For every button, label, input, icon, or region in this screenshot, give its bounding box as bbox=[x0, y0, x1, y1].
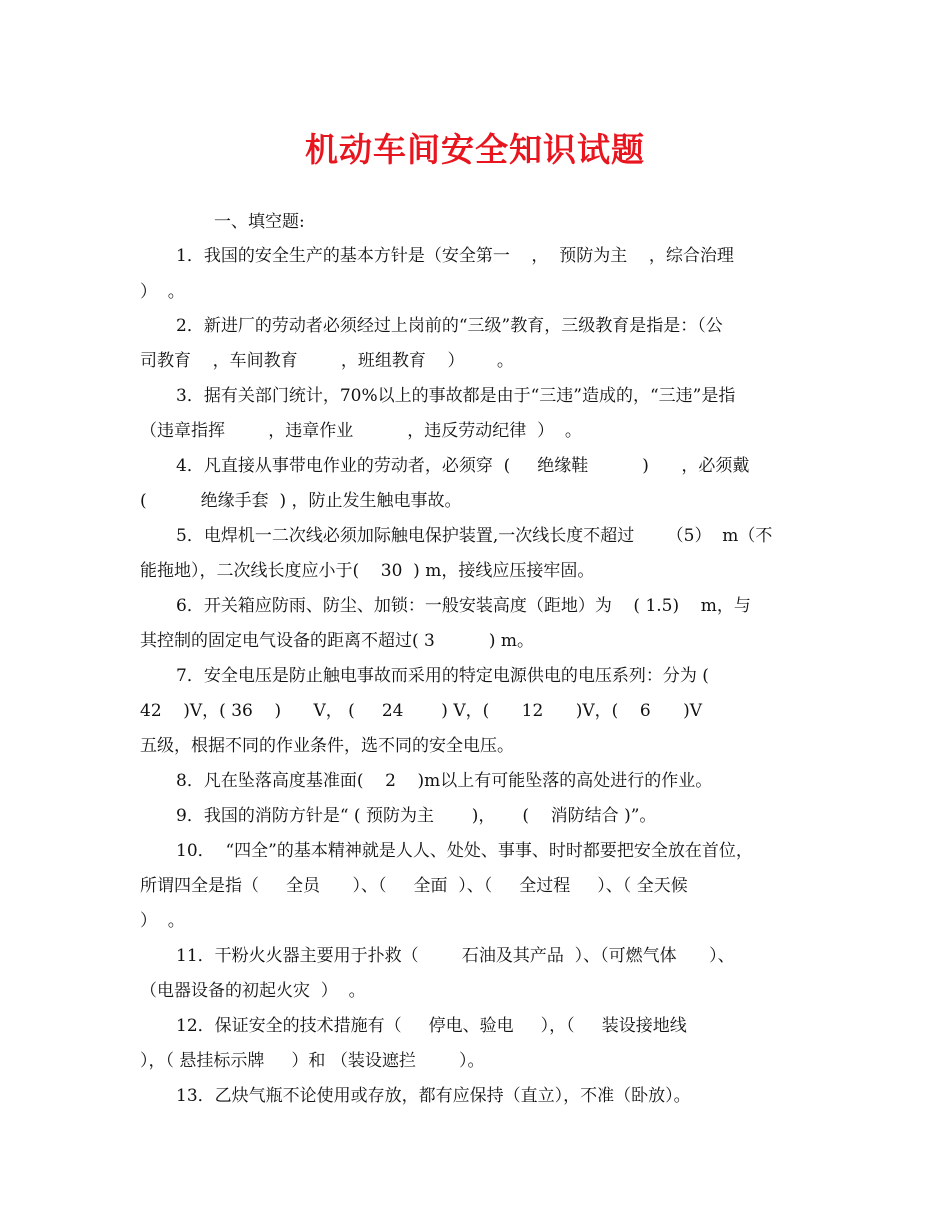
question-13-line-1: 13．乙炔气瓶不论使用或存放，都有应保持（直立），不准（卧放）。 bbox=[176, 1086, 691, 1106]
question-1-line-2: ） 。 bbox=[140, 282, 185, 302]
question-10-line-3: ） 。 bbox=[140, 911, 185, 931]
question-1-line-1: 1．我国的安全生产的基本方针是（安全第一 ， 预防为主 ，综合治理 bbox=[176, 246, 734, 266]
question-2-line-1: 2．新进厂的劳动者必须经过上岗前的“三级”教育，三级教育是指是：（公 bbox=[176, 316, 723, 336]
question-6-line-1: 6．开关箱应防雨、防尘、加锁：一般安装高度（距地）为 ( 1.5) m，与 bbox=[176, 596, 751, 616]
section-heading: 一、填空题: bbox=[214, 212, 305, 232]
question-2-line-2: 司教育 ，车间教育 ，班组教育 ） 。 bbox=[140, 351, 514, 371]
question-3-line-1: 3．据有关部门统计，70%以上的事故都是由于“三违”造成的，“三违”是指 bbox=[176, 386, 736, 406]
question-7-line-2: 42 )V，( 36 ) V， ( 24 ) V，( 12 )V，( 6 )V bbox=[140, 701, 703, 721]
question-11-line-2: （电器设备的初起火灾 ） 。 bbox=[140, 981, 366, 1001]
question-8-line-1: 8．凡在坠落高度基准面( 2 )m以上有可能坠落的高处进行的作业。 bbox=[176, 771, 713, 791]
question-4-line-1: 4．凡直接从事带电作业的劳动者，必须穿 ( 绝缘鞋 ) ，必须戴 bbox=[176, 456, 750, 476]
document-title: 机动车间安全知识试题 bbox=[305, 130, 645, 169]
question-9-line-1: 9．我国的消防方针是“ ( 预防为主 )， ( 消防结合 )”。 bbox=[176, 806, 657, 826]
question-10-line-1: 10． “四全”的基本精神就是人人、处处、事事、时时都要把安全放在首位， bbox=[176, 841, 753, 861]
question-10-line-2: 所谓四全是指（ 全员 ）、（ 全面 ）、（ 全过程 ）、（ 全天候 bbox=[140, 876, 688, 896]
question-6-line-2: 其控制的固定电气设备的距离不超过( 3 ) m。 bbox=[140, 631, 535, 651]
question-7-line-3: 五级，根据不同的作业条件，选不同的安全电压。 bbox=[140, 736, 514, 756]
question-5-line-2: 能拖地），二次线长度应小于( 30 ) m，接线应压接牢固。 bbox=[140, 561, 595, 581]
question-7-line-1: 7．安全电压是防止触电事故而采用的特定电源供电的电压系列：分为 ( bbox=[176, 666, 709, 686]
question-12-line-1: 12．保证安全的技术措施有（ 停电、验电 ），（ 装设接地线 bbox=[176, 1016, 687, 1036]
question-12-line-2: ），（ 悬挂标示牌 ）和 （装设遮拦 ）。 bbox=[140, 1051, 485, 1071]
question-4-line-2: ( 绝缘手套 ) ，防止发生触电事故。 bbox=[140, 491, 462, 511]
question-5-line-1: 5．电焊机一二次线必须加际触电保护装置,一次线长度不超过 （5） m（不 bbox=[176, 526, 773, 546]
question-11-line-1: 11．干粉火火器主要用于扑救（ 石油及其产品 ）、（可燃气体 ）、 bbox=[176, 946, 735, 966]
question-3-line-2: （违章指挥 ，违章作业 ，违反劳动纪律 ） 。 bbox=[140, 421, 582, 441]
